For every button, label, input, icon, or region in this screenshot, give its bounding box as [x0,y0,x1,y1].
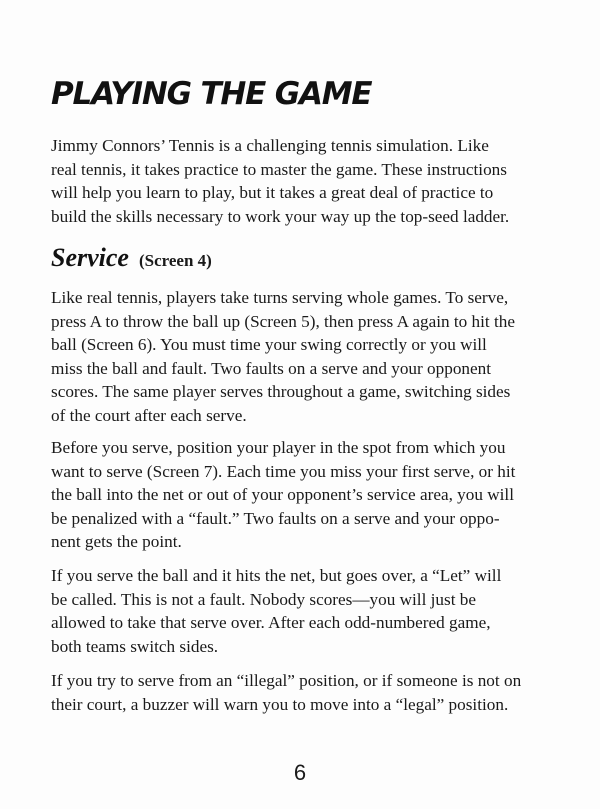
text-line: will help you learn to play, but it takes a great deal of practice to [51,183,494,202]
text-line: nent gets the point. [51,532,182,551]
text-line: their court, a buzzer will warn you to move into a “legal” position. [51,694,509,714]
service-paragraph-4 [51,669,571,716]
text-line: the ball into the net or out of your opponent’s service area, you will [51,485,514,504]
text-line: If you try to serve from an “illegal” position, or if someone is not on [51,671,522,690]
service-paragraph-2 [51,436,571,554]
section-heading [51,243,212,273]
text-line: real tennis, it takes practice to master the game. These instructions [51,159,507,179]
text-line: allowed to take that serve over. After each odd-numbered game, [51,613,491,632]
text-line: Jimmy Connors’ Tennis is a challenging tennis simulation. Like [51,136,489,155]
text-line: scores. The same player serves throughout a game, switching sides [51,382,511,401]
text-line: miss the ball and fault. Two faults on a serve and your opponent [51,358,492,378]
page-number: 6 [293,760,307,785]
service-paragraph-3 [51,564,571,658]
text-line: both teams switch sides. [51,636,219,656]
text-line: If you serve the ball and it hits the net, but goes over, a “Let” will [51,566,502,585]
page-title: PLAYING THE GAME [51,76,372,112]
section-subtitle: (Screen 4) [138,251,212,270]
text-line: build the skills necessary to work your way up the top-seed ladder. [51,206,510,226]
text-line: Before you serve, position your player in the spot from which you [51,438,506,457]
text-line: want to serve (Screen 7). Each time you miss your first serve, or hit [51,461,516,481]
text-line: be called. This is not a fault. Nobody scores—you will just be [51,589,477,609]
text-line: ball (Screen 6). You must time your swing correctly or you will [51,335,487,354]
text-line: be penalized with a “fault.” Two faults on a serve and your oppo- [51,508,500,528]
section-title: Service [51,243,129,272]
text-line: press A to throw the ball up (Screen 5), then press A again to hit the [51,311,515,331]
service-paragraph-1 [51,286,571,427]
text-line: Like real tennis, players take turns serving whole games. To serve, [51,288,509,307]
text-line: of the court after each serve. [51,405,247,425]
intro-paragraph [51,134,571,228]
